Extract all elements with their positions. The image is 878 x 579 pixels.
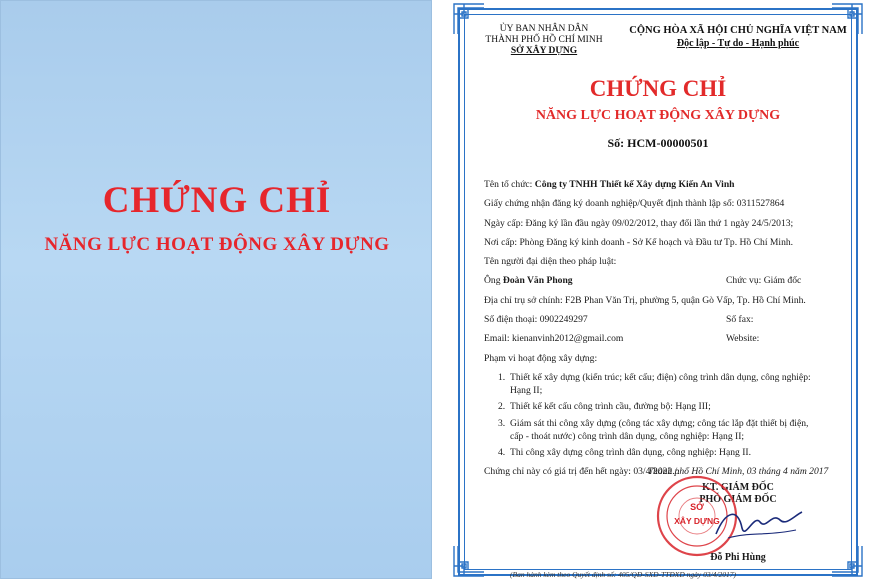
cover-title: CHỨNG CHỈ xyxy=(102,180,332,221)
phone-row xyxy=(484,310,844,329)
stamp-line-2: XÂY DỰNG xyxy=(674,516,720,526)
scope-text: Thiết kế kết cấu công trình cầu, đường bộ: Hạng III; xyxy=(510,401,711,413)
website: Website: xyxy=(726,333,760,345)
certificate-title: CHỨNG CHỈ xyxy=(589,76,727,101)
validity-row: Chứng chỉ này có giá trị đến hết ngày: 03/4/2022./. xyxy=(484,466,680,478)
scope-text: Thiết kế xây dựng (kiến trúc; kết cấu; điện) công trình dân dụng, công nghiệp: xyxy=(510,371,811,383)
footer-note: (Ban hành kèm theo Quyết định số: 405/QĐ-SXD-TTĐXD ngày 03/4/2017) xyxy=(510,570,737,579)
national-header xyxy=(628,24,848,50)
country-name: CỘNG HÒA XÃ HỘI CHỦ NGHĨA VIỆT NAM xyxy=(629,25,847,36)
representative-name: Đoàn Văn Phong xyxy=(502,275,573,287)
fax: Số fax: xyxy=(726,314,754,326)
authority-department: SỞ XÂY DỰNG xyxy=(510,46,578,56)
issuing-authority xyxy=(480,24,608,57)
license-row xyxy=(484,194,844,213)
phone: Số điện thoại: 0902249297 xyxy=(484,314,588,326)
license-value: 0311527864 xyxy=(736,198,785,210)
authority-line-2: THÀNH PHỐ HỒ CHÍ MINH xyxy=(485,35,603,45)
signer-role-1: KT. GIÁM ĐỐC xyxy=(702,482,774,493)
representative-row xyxy=(484,271,844,290)
scope-label: Phạm vi hoạt động xây dựng: xyxy=(484,352,598,364)
issuer-row: Nơi cấp: Phòng Đăng ký kinh doanh - Sở Kế hoạch và Đầu tư Tp. Hồ Chí Minh. xyxy=(484,236,794,248)
scope-number: 4. xyxy=(498,446,506,458)
cover-subtitle: NĂNG LỰC HOẠT ĐỘNG XÂY DỰNG xyxy=(44,234,390,255)
authority-line-1: ỦY BAN NHÂN DÂN xyxy=(499,24,589,34)
corner-ornament-icon xyxy=(452,544,486,578)
certificate-subtitle: NĂNG LỰC HOẠT ĐỘNG XÂY DỰNG xyxy=(535,108,781,123)
signer-name: Đỗ Phi Hùng xyxy=(710,552,766,563)
certificate-body xyxy=(484,175,844,481)
national-motto: Độc lập - Tự do - Hạnh phúc xyxy=(676,38,800,49)
scope-number: 1. xyxy=(498,371,506,383)
scope-text-continued: cấp - thoát nước) công trình dân dụng, công nghiệp: Hạng II; xyxy=(510,430,745,442)
email: Email: kienanvinh2012@gmail.com xyxy=(484,333,624,345)
org-row xyxy=(484,175,844,194)
address-row: Địa chỉ trụ sở chính: F2B Phan Văn Trị, phường 5, quận Gò Vấp, Tp. Hồ Chí Minh. xyxy=(484,294,806,306)
email-row xyxy=(484,329,844,348)
certificate-cover xyxy=(0,0,432,579)
scope-item xyxy=(484,446,844,459)
representative-prefix: Ông xyxy=(484,275,503,287)
representative-label: Tên người đại diện theo pháp luật: xyxy=(484,256,617,268)
scope-number: 3. xyxy=(498,417,506,429)
position: Chức vụ: Giám đốc xyxy=(726,275,802,287)
scope-text-continued: Hạng II; xyxy=(510,385,543,397)
org-value: Công ty TNHH Thiết kế Xây dựng Kiến An Vinh xyxy=(534,179,735,190)
license-label: Giấy chứng nhận đăng ký doanh nghiệp/Quyết định thành lập số: xyxy=(484,198,735,210)
certificate-page xyxy=(440,0,878,579)
certificate-number: Số: HCM-00000501 xyxy=(607,136,709,150)
org-label: Tên tổ chức: xyxy=(484,179,535,190)
handwritten-signature xyxy=(708,500,808,546)
scope-item xyxy=(484,417,844,443)
scope-text: Giám sát thi công xây dựng (công tác xây dựng; công tác lắp đặt thiết bị điện, xyxy=(510,417,809,429)
scope-item xyxy=(484,371,844,397)
stamp-line-1: SỞ xyxy=(690,502,704,512)
signer-role-2: PHÓ GIÁM ĐỐC xyxy=(699,494,777,505)
place-date: Thành phố Hồ Chí Minh, 03 tháng 4 năm 2017 xyxy=(647,466,829,477)
scope-number: 2. xyxy=(498,401,506,413)
scope-item xyxy=(484,400,844,413)
date-row: Ngày cấp: Đăng ký lần đầu ngày 09/02/2012, thay đổi lần thứ 1 ngày 24/5/2013; xyxy=(484,217,794,229)
scope-text: Thi công xây dựng công trình dân dụng, công nghiệp: Hạng II. xyxy=(510,446,751,458)
